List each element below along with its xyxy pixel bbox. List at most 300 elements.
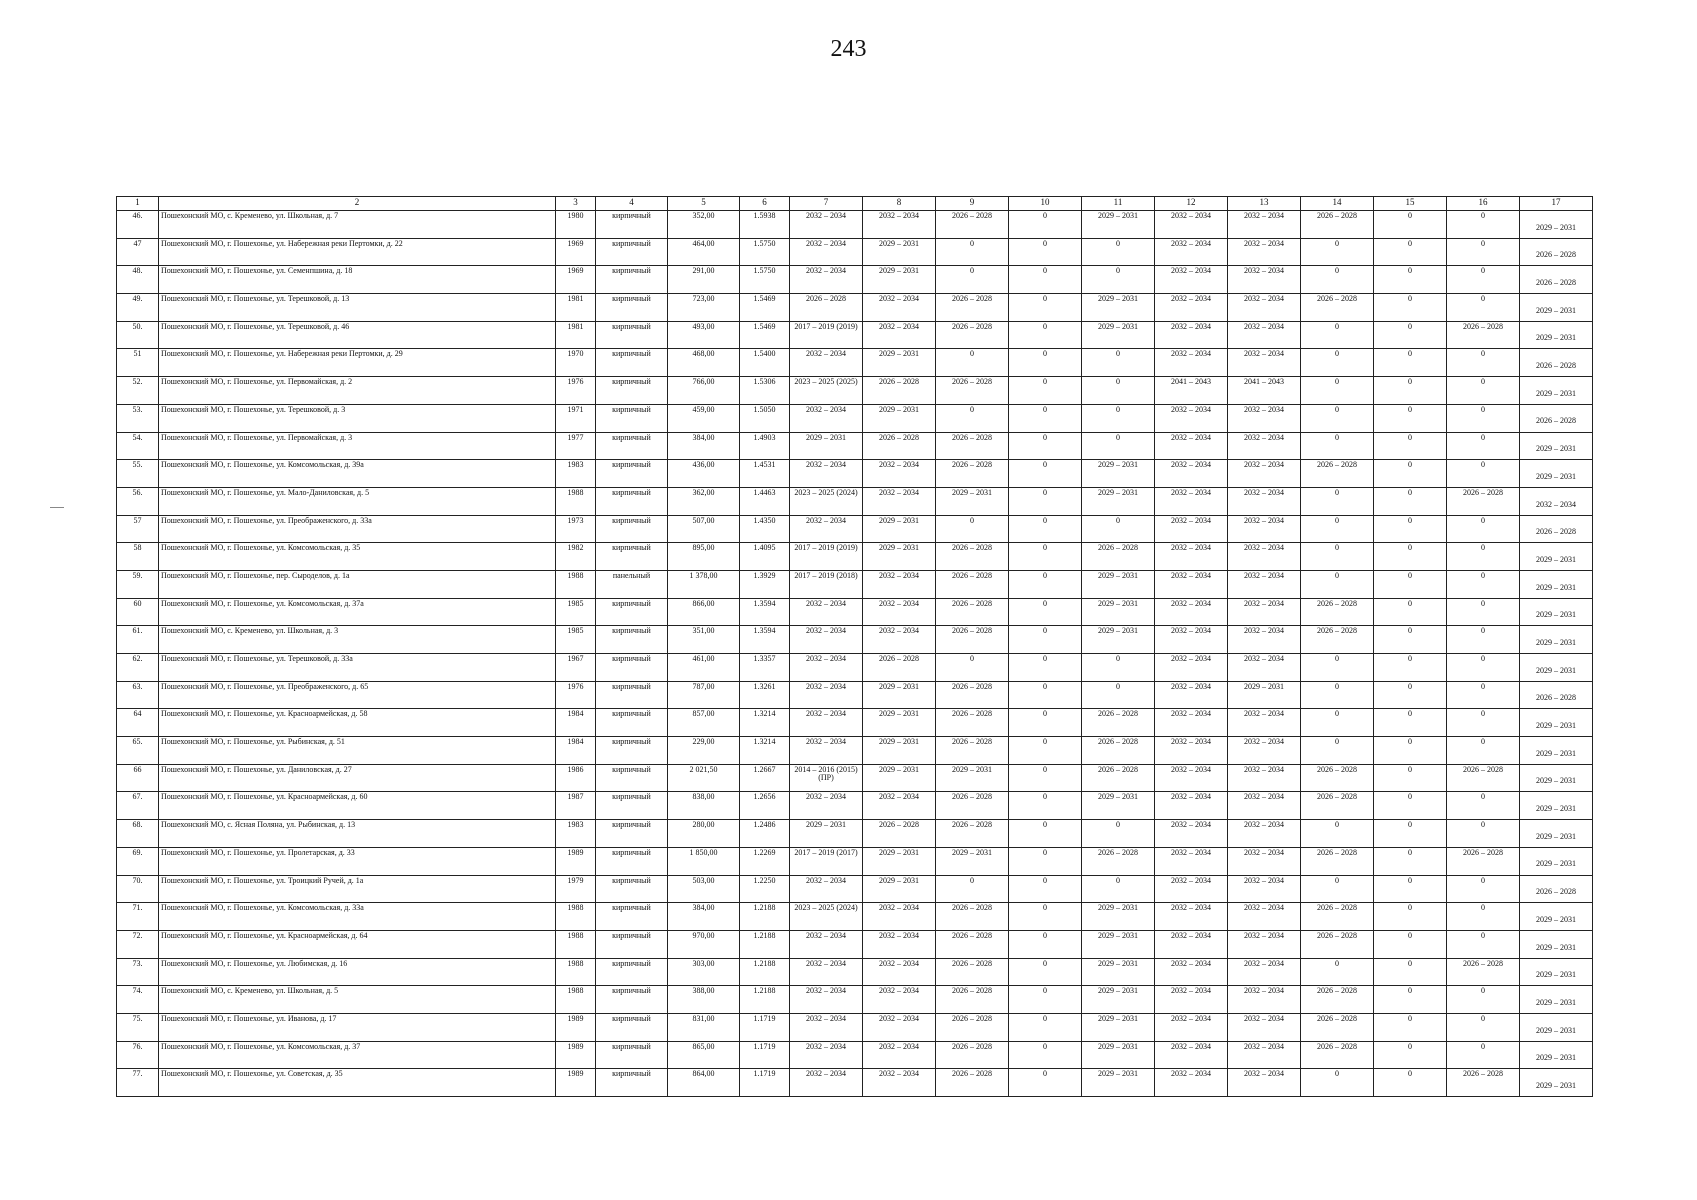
table-row (117, 211, 1593, 239)
table-cell: 0 (1082, 238, 1155, 266)
table-cell: 0 (1009, 875, 1082, 903)
table-cell: 0 (1009, 737, 1082, 765)
table-cell: 2026 – 2028 (1301, 211, 1374, 239)
table-cell: 2029 – 2031 (1082, 986, 1155, 1014)
table-cell: 1.2667 (740, 764, 790, 792)
table-cell: 831,00 (668, 1013, 740, 1041)
table-cell: 1981 (556, 294, 596, 322)
table-cell: 2026 – 2028 (936, 930, 1009, 958)
column-header: 12 (1155, 197, 1228, 211)
table-cell: 2026 – 2028 (936, 820, 1009, 848)
table-cell: 2029 – 2031 (1520, 930, 1593, 958)
table-cell: 1988 (556, 958, 596, 986)
table-cell: 2029 – 2031 (863, 737, 936, 765)
table-cell: 2029 – 2031 (936, 764, 1009, 792)
table-cell: 2026 – 2028 (1447, 1069, 1520, 1097)
table-cell: кирпичный (596, 543, 668, 571)
address-cell: Пошехонский МО, г. Пошехонье, ул. Советская, д. 35 (159, 1069, 556, 1097)
column-header: 9 (936, 197, 1009, 211)
table-cell: 2029 – 2031 (863, 515, 936, 543)
table-cell: 0 (936, 266, 1009, 294)
table-cell: 54. (117, 432, 159, 460)
table-cell: 2032 – 2034 (863, 1069, 936, 1097)
table-cell: 0 (1082, 515, 1155, 543)
table-row (117, 875, 1593, 903)
table-cell: 291,00 (668, 266, 740, 294)
table-cell: 2032 – 2034 (1155, 737, 1228, 765)
table-cell: 503,00 (668, 875, 740, 903)
table-cell: 2041 – 2043 (1155, 377, 1228, 405)
table-cell: 63. (117, 681, 159, 709)
table-cell: 2032 – 2034 (863, 1041, 936, 1069)
table-cell: 0 (1301, 654, 1374, 682)
table-cell: 2029 – 2031 (1082, 460, 1155, 488)
table-cell: 0 (1301, 875, 1374, 903)
table-cell: 2032 – 2034 (1155, 349, 1228, 377)
table-cell: 1.2188 (740, 986, 790, 1014)
table-cell: 1.5469 (740, 294, 790, 322)
table-cell: 0 (1447, 903, 1520, 931)
margin-mark (50, 507, 64, 508)
table-cell: 0 (936, 875, 1009, 903)
table-cell: 2029 – 2031 (1082, 792, 1155, 820)
table-cell: 2029 – 2031 (1520, 986, 1593, 1014)
table-cell: 2029 – 2031 (863, 349, 936, 377)
table-cell: 2029 – 2031 (1520, 1041, 1593, 1069)
table-cell: кирпичный (596, 432, 668, 460)
table-cell: 0 (1447, 709, 1520, 737)
table-cell: 0 (1374, 1013, 1447, 1041)
table-cell: 303,00 (668, 958, 740, 986)
table-cell: кирпичный (596, 238, 668, 266)
table-row (117, 820, 1593, 848)
table-cell: 838,00 (668, 792, 740, 820)
table-cell: 1.4531 (740, 460, 790, 488)
address-cell: Пошехонский МО, г. Пошехонье, ул. Мало-Даниловская, д. 5 (159, 487, 556, 515)
table-cell: 0 (1447, 875, 1520, 903)
table-cell: 1.5050 (740, 404, 790, 432)
table-cell: 0 (1374, 626, 1447, 654)
table-cell: 1985 (556, 626, 596, 654)
table-cell: 0 (1301, 349, 1374, 377)
table-cell: 2017 – 2019 (2019) (790, 321, 863, 349)
table-cell: 388,00 (668, 986, 740, 1014)
address-cell: Пошехонский МО, г. Пошехонье, ул. Красноармейская, д. 58 (159, 709, 556, 737)
table-cell: 0 (1009, 377, 1082, 405)
table-cell: 0 (1374, 654, 1447, 682)
table-row (117, 1069, 1593, 1097)
table-cell: 2032 – 2034 (1155, 294, 1228, 322)
address-cell: Пошехонский МО, г. Пошехонье, ул. Набережная реки Пертомки, д. 29 (159, 349, 556, 377)
table-cell: 2032 – 2034 (863, 626, 936, 654)
table-cell: 2026 – 2028 (1082, 709, 1155, 737)
table-cell: 2026 – 2028 (1447, 487, 1520, 515)
table-cell: 2026 – 2028 (1520, 349, 1593, 377)
table-cell: 1.5938 (740, 211, 790, 239)
table-cell: 46. (117, 211, 159, 239)
table-cell: кирпичный (596, 460, 668, 488)
address-cell: Пошехонский МО, с. Кременево, ул. Школьная, д. 7 (159, 211, 556, 239)
table-cell: 2032 – 2034 (790, 1041, 863, 1069)
table-cell: 2029 – 2031 (1228, 681, 1301, 709)
table-row (117, 654, 1593, 682)
table-cell: 2026 – 2028 (1301, 930, 1374, 958)
table-cell: 2032 – 2034 (863, 958, 936, 986)
table-cell: 73. (117, 958, 159, 986)
table-cell: 0 (1374, 460, 1447, 488)
table-cell: 1969 (556, 238, 596, 266)
table-cell: 2029 – 2031 (863, 764, 936, 792)
table-cell: кирпичный (596, 820, 668, 848)
table-cell: 2026 – 2028 (1520, 266, 1593, 294)
table-cell: 2026 – 2028 (936, 294, 1009, 322)
table-cell: 0 (1447, 570, 1520, 598)
table-cell: 2023 – 2025 (2025) (790, 377, 863, 405)
table-cell: 0 (1447, 460, 1520, 488)
table-cell: 2029 – 2031 (1082, 294, 1155, 322)
table-cell: 0 (1374, 570, 1447, 598)
table-cell: 1988 (556, 903, 596, 931)
table-row (117, 598, 1593, 626)
table-cell: 2032 – 2034 (1228, 211, 1301, 239)
table-cell: 0 (1374, 737, 1447, 765)
table-cell: 2029 – 2031 (1520, 294, 1593, 322)
table-cell: 2029 – 2031 (1520, 460, 1593, 488)
table-cell: 0 (1009, 986, 1082, 1014)
table-cell: 2026 – 2028 (863, 432, 936, 460)
table-cell: 2029 – 2031 (863, 847, 936, 875)
table-cell: 2032 – 2034 (1155, 321, 1228, 349)
table-cell: 0 (1009, 238, 1082, 266)
table-cell: кирпичный (596, 792, 668, 820)
table-cell: 76. (117, 1041, 159, 1069)
table-cell: 2026 – 2028 (936, 321, 1009, 349)
table-cell: 2032 – 2034 (1155, 432, 1228, 460)
table-cell: 1.2656 (740, 792, 790, 820)
table-cell: 2029 – 2031 (863, 709, 936, 737)
address-cell: Пошехонский МО, г. Пошехонье, ул. Семенпшина, д. 18 (159, 266, 556, 294)
table-cell: 2029 – 2031 (1520, 432, 1593, 460)
column-header: 4 (596, 197, 668, 211)
table-cell: 1976 (556, 377, 596, 405)
table-cell: 2032 – 2034 (1228, 543, 1301, 571)
table-cell: 2026 – 2028 (936, 570, 1009, 598)
table-cell: 2032 – 2034 (863, 986, 936, 1014)
table-cell: 2029 – 2031 (1520, 903, 1593, 931)
table-cell: 51 (117, 349, 159, 377)
table-cell: 2032 – 2034 (1228, 238, 1301, 266)
table-cell: 2032 – 2034 (1155, 543, 1228, 571)
table-cell: 2026 – 2028 (1082, 543, 1155, 571)
table-cell: 1971 (556, 404, 596, 432)
table-cell: 56. (117, 487, 159, 515)
table-row (117, 487, 1593, 515)
table-cell: 53. (117, 404, 159, 432)
table-cell: 0 (1009, 515, 1082, 543)
table-cell: кирпичный (596, 681, 668, 709)
table-cell: 464,00 (668, 238, 740, 266)
table-cell: 1.3357 (740, 654, 790, 682)
table-cell: 0 (1447, 349, 1520, 377)
table-cell: 0 (1082, 820, 1155, 848)
table-cell: 0 (1374, 515, 1447, 543)
table-cell: 0 (1447, 543, 1520, 571)
table-cell: 0 (1082, 875, 1155, 903)
table-cell: 1.4463 (740, 487, 790, 515)
column-header: 10 (1009, 197, 1082, 211)
table-cell: 2029 – 2031 (1082, 321, 1155, 349)
table-cell: 2029 – 2031 (790, 820, 863, 848)
table-cell: 2032 – 2034 (863, 460, 936, 488)
table-cell: 0 (1009, 294, 1082, 322)
table-cell: 2023 – 2025 (2024) (790, 487, 863, 515)
column-header: 8 (863, 197, 936, 211)
table-cell: 2029 – 2031 (1520, 211, 1593, 239)
table-cell: 1988 (556, 487, 596, 515)
table-cell: 2029 – 2031 (1082, 211, 1155, 239)
table-cell: 69. (117, 847, 159, 875)
table-cell: 2029 – 2031 (1082, 930, 1155, 958)
table-cell: 2032 – 2034 (1155, 404, 1228, 432)
table-cell: 0 (1447, 377, 1520, 405)
table-cell: 0 (1301, 487, 1374, 515)
table-cell: 72. (117, 930, 159, 958)
table-cell: 787,00 (668, 681, 740, 709)
address-cell: Пошехонский МО, г. Пошехонье, ул. Преображенского, д. 65 (159, 681, 556, 709)
table-cell: 0 (1374, 1069, 1447, 1097)
table-cell: 2029 – 2031 (1520, 737, 1593, 765)
table-cell: 1984 (556, 709, 596, 737)
table-row (117, 986, 1593, 1014)
table-cell: 2032 – 2034 (863, 487, 936, 515)
table-cell: 2032 – 2034 (790, 238, 863, 266)
table-cell: 67. (117, 792, 159, 820)
table-cell: 2032 – 2034 (1155, 238, 1228, 266)
table-cell: 0 (1082, 349, 1155, 377)
table-cell: 2026 – 2028 (1520, 681, 1593, 709)
column-header: 2 (159, 197, 556, 211)
table-cell: 0 (1009, 709, 1082, 737)
table-cell: 2026 – 2028 (936, 1041, 1009, 1069)
table-cell: 1973 (556, 515, 596, 543)
table-cell: 2026 – 2028 (863, 654, 936, 682)
table-cell: 1984 (556, 737, 596, 765)
table-cell: 2032 – 2034 (1155, 654, 1228, 682)
table-cell: 2026 – 2028 (936, 377, 1009, 405)
table-cell: 0 (1009, 792, 1082, 820)
table-cell: кирпичный (596, 515, 668, 543)
table-cell: 2032 – 2034 (1228, 404, 1301, 432)
table-cell: 2026 – 2028 (1520, 515, 1593, 543)
table-cell: 49. (117, 294, 159, 322)
table-cell: 2032 – 2034 (863, 570, 936, 598)
table-cell: 1988 (556, 986, 596, 1014)
table-cell: 0 (1447, 211, 1520, 239)
table-cell: кирпичный (596, 1069, 668, 1097)
table-cell: 0 (1374, 211, 1447, 239)
table-cell: кирпичный (596, 377, 668, 405)
table-cell: 2029 – 2031 (1520, 958, 1593, 986)
table-cell: кирпичный (596, 294, 668, 322)
table-cell: 0 (1374, 764, 1447, 792)
table-cell: 2032 – 2034 (1520, 487, 1593, 515)
table-cell: 0 (1447, 238, 1520, 266)
address-cell: Пошехонский МО, г. Пошехонье, ул. Рыбинская, д. 51 (159, 737, 556, 765)
table-cell: 2032 – 2034 (1155, 986, 1228, 1014)
table-cell: кирпичный (596, 847, 668, 875)
table-cell: 1.2188 (740, 930, 790, 958)
table-cell: 2026 – 2028 (1082, 737, 1155, 765)
table-cell: 0 (1301, 266, 1374, 294)
table-cell: 1988 (556, 570, 596, 598)
table-cell: 1.5750 (740, 238, 790, 266)
table-cell: 2032 – 2034 (1155, 681, 1228, 709)
table-cell: кирпичный (596, 349, 668, 377)
table-row (117, 349, 1593, 377)
address-cell: Пошехонский МО, г. Пошехонье, ул. Троицкий Ручей, д. 1а (159, 875, 556, 903)
table-cell: 2032 – 2034 (1228, 958, 1301, 986)
table-cell: 2041 – 2043 (1228, 377, 1301, 405)
table-cell: 2032 – 2034 (1155, 792, 1228, 820)
table-cell: 2032 – 2034 (1155, 847, 1228, 875)
table-row (117, 432, 1593, 460)
table-cell: 2029 – 2031 (1520, 321, 1593, 349)
table-cell: 2032 – 2034 (790, 986, 863, 1014)
table-cell: 866,00 (668, 598, 740, 626)
table-cell: 2026 – 2028 (1082, 847, 1155, 875)
table-cell: 74. (117, 986, 159, 1014)
table-cell: 0 (1301, 377, 1374, 405)
address-cell: Пошехонский МО, г. Пошехонье, ул. Набережная реки Пертомки, д. 22 (159, 238, 556, 266)
table-cell: 2032 – 2034 (1155, 626, 1228, 654)
table-cell: 2032 – 2034 (863, 211, 936, 239)
table-cell: 0 (1374, 377, 1447, 405)
address-cell: Пошехонский МО, г. Пошехонье, ул. Терешковой, д. 13 (159, 294, 556, 322)
table-cell: 2014 – 2016 (2015) (ПР) (790, 764, 863, 792)
table-cell: 0 (1374, 404, 1447, 432)
table-cell: 0 (1374, 266, 1447, 294)
table-cell: 0 (1447, 432, 1520, 460)
table-cell: 2026 – 2028 (1301, 847, 1374, 875)
table-cell: кирпичный (596, 321, 668, 349)
table-cell: 1.4095 (740, 543, 790, 571)
table-cell: 0 (1301, 404, 1374, 432)
table-cell: 2026 – 2028 (1082, 764, 1155, 792)
table-cell: 2029 – 2031 (863, 681, 936, 709)
table-cell: 2026 – 2028 (936, 1013, 1009, 1041)
table-cell: 1.1719 (740, 1041, 790, 1069)
housing-table (116, 196, 1593, 1097)
table-cell: 52. (117, 377, 159, 405)
table-cell: 2026 – 2028 (1447, 764, 1520, 792)
table-cell: 0 (1009, 404, 1082, 432)
table-cell: 1.2188 (740, 958, 790, 986)
address-cell: Пошехонский МО, г. Пошехонье, пер. Сыроделов, д. 1а (159, 570, 556, 598)
table-cell: 1.1719 (740, 1069, 790, 1097)
table-cell: 0 (1447, 626, 1520, 654)
table-cell: 1 850,00 (668, 847, 740, 875)
address-cell: Пошехонский МО, г. Пошехонье, ул. Преображенского, д. 33а (159, 515, 556, 543)
address-cell: Пошехонский МО, г. Пошехонье, ул. Даниловская, д. 27 (159, 764, 556, 792)
table-cell: 1967 (556, 654, 596, 682)
table-cell: 2029 – 2031 (863, 266, 936, 294)
table-cell: 0 (1374, 958, 1447, 986)
table-cell: 0 (1374, 903, 1447, 931)
table-cell: 0 (1009, 543, 1082, 571)
table-cell: 0 (1009, 958, 1082, 986)
table-cell: 2026 – 2028 (936, 958, 1009, 986)
table-cell: 0 (1447, 404, 1520, 432)
table-cell: 0 (1374, 543, 1447, 571)
table-row (117, 515, 1593, 543)
table-cell: 2032 – 2034 (1228, 570, 1301, 598)
address-cell: Пошехонский МО, с. Ясная Поляна, ул. Рыбинская, д. 13 (159, 820, 556, 848)
address-cell: Пошехонский МО, г. Пошехонье, ул. Комсомольская, д. 33а (159, 903, 556, 931)
table-cell: 1.2250 (740, 875, 790, 903)
table-cell: 70. (117, 875, 159, 903)
table-cell: 0 (1447, 681, 1520, 709)
table-row (117, 847, 1593, 875)
table-cell: кирпичный (596, 487, 668, 515)
table-cell: 0 (1009, 930, 1082, 958)
table-cell: 2026 – 2028 (936, 737, 1009, 765)
table-cell: 59. (117, 570, 159, 598)
table-cell: 2029 – 2031 (863, 875, 936, 903)
table-cell: 2029 – 2031 (1520, 1069, 1593, 1097)
table-cell: 0 (1301, 515, 1374, 543)
table-cell: 0 (1374, 294, 1447, 322)
table-cell: 2029 – 2031 (1082, 958, 1155, 986)
table-cell: 1.5469 (740, 321, 790, 349)
table-cell: 60 (117, 598, 159, 626)
table-cell: 57 (117, 515, 159, 543)
table-cell: 0 (1447, 294, 1520, 322)
table-cell: 2032 – 2034 (790, 349, 863, 377)
table-cell: 2026 – 2028 (1301, 764, 1374, 792)
table-cell: 2032 – 2034 (863, 903, 936, 931)
table-cell: 1.2269 (740, 847, 790, 875)
table-cell: 2032 – 2034 (790, 654, 863, 682)
table-cell: 1 378,00 (668, 570, 740, 598)
table-cell: 65. (117, 737, 159, 765)
table-cell: 2032 – 2034 (863, 294, 936, 322)
column-header: 7 (790, 197, 863, 211)
column-header: 11 (1082, 197, 1155, 211)
table-cell: 865,00 (668, 1041, 740, 1069)
table-cell: 2032 – 2034 (1228, 349, 1301, 377)
table-cell: 2032 – 2034 (1155, 930, 1228, 958)
table-cell: 0 (1374, 598, 1447, 626)
address-cell: Пошехонский МО, г. Пошехонье, ул. Пролетарская, д. 33 (159, 847, 556, 875)
table-cell: 2026 – 2028 (1301, 792, 1374, 820)
table-cell: 0 (1009, 1069, 1082, 1097)
table-cell: 2032 – 2034 (1155, 1069, 1228, 1097)
table-row (117, 737, 1593, 765)
table-cell: 1.3594 (740, 626, 790, 654)
table-cell: 507,00 (668, 515, 740, 543)
table-row (117, 792, 1593, 820)
table-row (117, 1013, 1593, 1041)
table-cell: 1.3214 (740, 737, 790, 765)
table-cell: 2032 – 2034 (1228, 903, 1301, 931)
table-cell: 857,00 (668, 709, 740, 737)
table-cell: 0 (1009, 903, 1082, 931)
table-cell: 2026 – 2028 (936, 598, 1009, 626)
table-cell: 2032 – 2034 (863, 1013, 936, 1041)
table-cell: 2032 – 2034 (1228, 1041, 1301, 1069)
table-cell: 0 (1009, 598, 1082, 626)
address-cell: Пошехонский МО, г. Пошехонье, ул. Любимская, д. 16 (159, 958, 556, 986)
